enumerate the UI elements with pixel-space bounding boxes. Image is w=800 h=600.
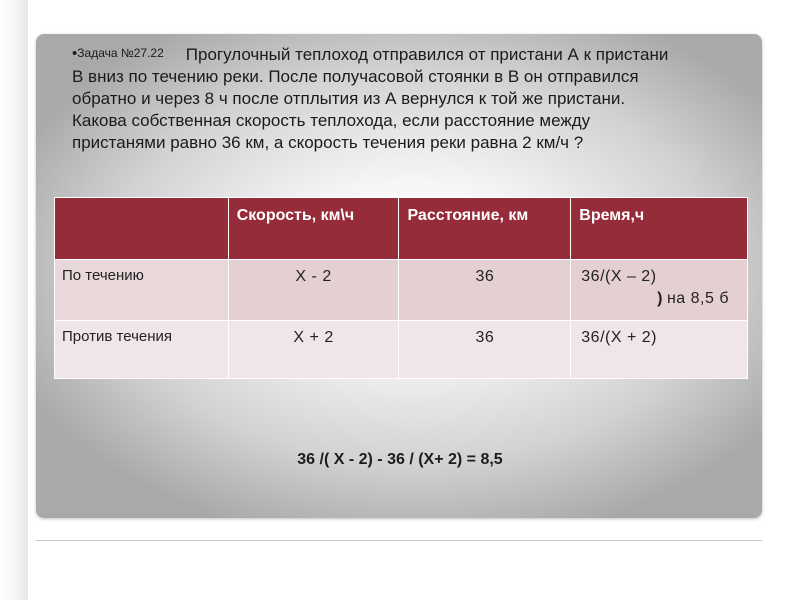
distance-cell: 36 bbox=[399, 321, 571, 379]
task-label: Задача №27.22 bbox=[77, 46, 164, 60]
speed-cell: X + 2 bbox=[228, 321, 399, 379]
table-row-upstream bbox=[55, 321, 748, 379]
header-distance: Расстояние, км bbox=[399, 198, 571, 260]
header-empty bbox=[55, 198, 229, 260]
speed-cell: X - 2 bbox=[228, 260, 399, 321]
bullet-icon: • bbox=[72, 45, 78, 62]
distance-cell: 36 bbox=[399, 260, 571, 321]
row-label: По течению bbox=[55, 260, 229, 321]
table-row-downstream bbox=[55, 260, 748, 321]
note-bracket: ) bbox=[657, 290, 663, 307]
problem-line-2: В вниз по течению реки. После получасовой стоянки в В он отправился bbox=[72, 67, 639, 86]
row-label: Против течения bbox=[55, 321, 229, 379]
problem-line-4: Какова собственная скорость теплохода, если расстояние между bbox=[72, 111, 591, 130]
note-text: на 8,5 б bbox=[666, 290, 729, 307]
footer-divider bbox=[36, 540, 762, 541]
problem-line-1: Прогулочный теплоход отправился от пристани А к пристани bbox=[185, 45, 669, 64]
time-note bbox=[581, 288, 739, 310]
slide-left-border bbox=[0, 0, 28, 600]
time-cell: 36/(X + 2) bbox=[571, 321, 748, 379]
problem-line-3: обратно и через 8 ч после отплытия из А вернулся к той же пристани. bbox=[72, 89, 626, 108]
header-speed: Скорость, км\ч bbox=[228, 198, 399, 260]
header-time: Время,ч bbox=[571, 198, 748, 260]
motion-table bbox=[54, 197, 748, 379]
time-cell bbox=[571, 260, 748, 321]
time-value: 36/(X – 2) bbox=[581, 268, 657, 285]
table-header-row bbox=[55, 198, 748, 260]
problem-line-5: пристанями равно 36 км, а скорость течения реки равна 2 км/ч ? bbox=[72, 133, 584, 152]
equation: 36 /( X - 2) - 36 / (X+ 2) = 8,5 bbox=[297, 451, 503, 468]
problem-statement bbox=[72, 42, 752, 154]
